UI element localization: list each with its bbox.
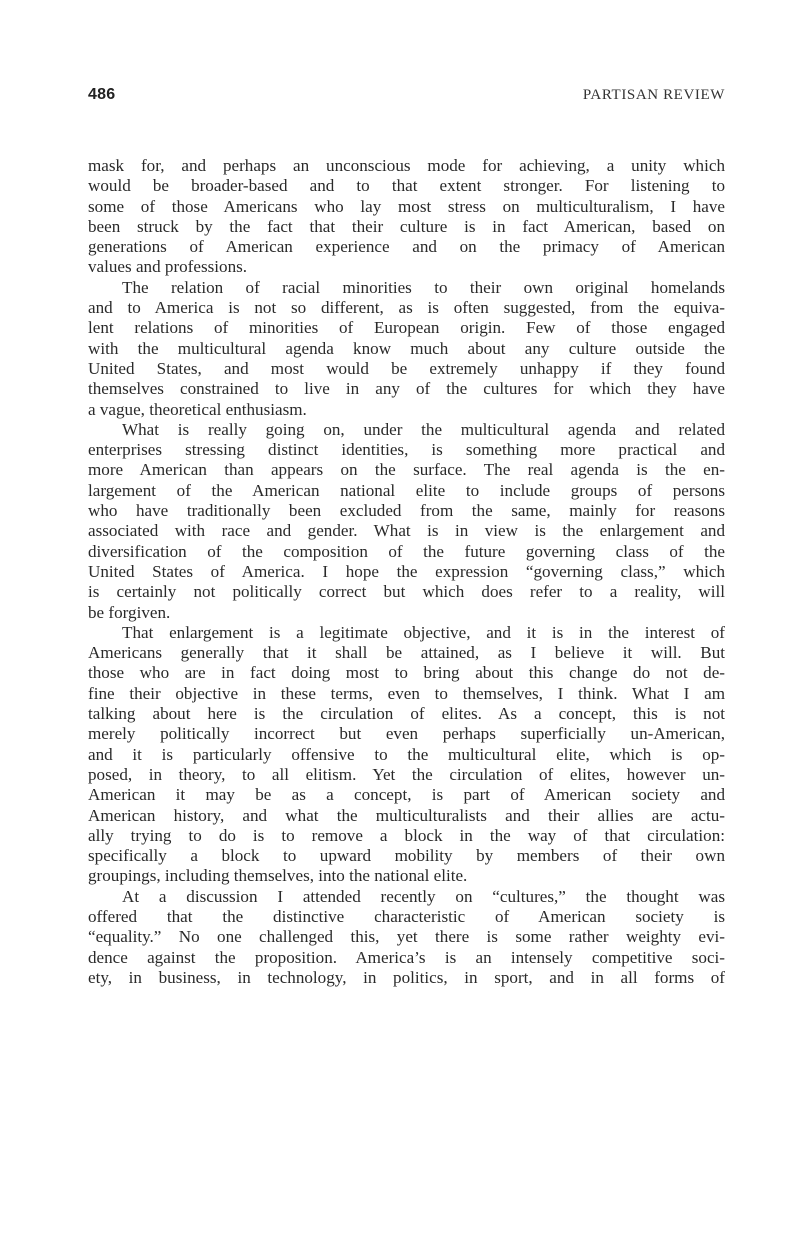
paragraph bbox=[88, 887, 725, 988]
text-line: ally trying to do is to remove a block in the way of that circulation: bbox=[88, 825, 725, 845]
article-body bbox=[88, 156, 725, 988]
text-line: associated with race and gender. What is in view is the enlargement and bbox=[88, 521, 725, 541]
text-line: and to America is not so different, as is often suggested, from the equiva- bbox=[88, 298, 725, 318]
text-line: dence against the proposition. America’s is an intensely competitive soci- bbox=[88, 947, 725, 967]
text-line: offered that the distinctive characteristic of American society is bbox=[88, 906, 725, 926]
text-line: merely politically incorrect but even perhaps superficially un-American, bbox=[88, 724, 725, 744]
paragraph bbox=[88, 420, 725, 623]
text-line: “equality.” No one challenged this, yet there is some rather weighty evi- bbox=[88, 927, 725, 947]
text-line: diversification of the composition of the future governing class of the bbox=[88, 541, 725, 561]
text-line: American history, and what the multiculturalists and their allies are actu- bbox=[88, 805, 725, 825]
text-line: The relation of racial minorities to their own original homelands bbox=[122, 277, 725, 297]
text-line: That enlargement is a legitimate objective, and it is in the interest of bbox=[122, 622, 725, 642]
text-line: who have traditionally been excluded from the same, mainly for reasons bbox=[88, 501, 725, 521]
text-line: What is really going on, under the multicultural agenda and related bbox=[122, 419, 725, 439]
running-head: PARTISAN REVIEW bbox=[582, 87, 725, 103]
text-line: ety, in business, in technology, in politics, in sport, and in all forms of bbox=[88, 967, 725, 987]
text-line: Americans generally that it shall be attained, as I believe it will. But bbox=[88, 643, 725, 663]
text-line: some of those Americans who lay most stress on multiculturalism, I have bbox=[88, 196, 725, 216]
text-line: United States of America. I hope the expression “governing class,” which bbox=[88, 561, 725, 581]
text-line: generations of American experience and on the primacy of American bbox=[88, 237, 725, 257]
text-line: values and professions. bbox=[88, 257, 248, 277]
text-line: those who are in fact doing most to bring about this change do not de- bbox=[88, 663, 725, 683]
text-line: been struck by the fact that their culture is in fact American, based on bbox=[88, 216, 725, 236]
text-line: with the multicultural agenda know much about any culture outside the bbox=[88, 338, 725, 358]
text-line: fine their objective in these terms, even to themselves, I think. What I am bbox=[88, 683, 725, 703]
text-line: would be broader-based and to that extent stronger. For listening to bbox=[88, 176, 725, 196]
paragraph bbox=[88, 278, 725, 420]
page-number: 486 bbox=[88, 86, 116, 103]
text-line: enterprises stressing distinct identities, is something more practical and bbox=[88, 440, 725, 460]
text-line: At a discussion I attended recently on “cultures,” the thought was bbox=[122, 886, 725, 906]
text-line: be forgiven. bbox=[88, 602, 171, 622]
text-line: American it may be as a concept, is part of American society and bbox=[88, 785, 725, 805]
text-line: largement of the American national elite to include groups of persons bbox=[88, 480, 725, 500]
text-line: groupings, including themselves, into the national elite. bbox=[88, 866, 468, 886]
text-line: specifically a block to upward mobility by members of their own bbox=[88, 846, 725, 866]
text-line: and it is particularly offensive to the multicultural elite, which is op- bbox=[88, 744, 725, 764]
text-line: more American than appears on the surface. The real agenda is the en- bbox=[88, 460, 725, 480]
text-line: is certainly not politically correct but which does refer to a reality, will bbox=[88, 582, 725, 602]
text-line: themselves constrained to live in any of the cultures for which they have bbox=[88, 379, 725, 399]
paragraph bbox=[88, 156, 725, 278]
text-line: mask for, and perhaps an unconscious mode for achieving, a unity which bbox=[88, 156, 725, 175]
page-header bbox=[88, 86, 725, 108]
text-line: talking about here is the circulation of elites. As a concept, this is not bbox=[88, 704, 725, 724]
text-line: lent relations of minorities of European origin. Few of those engaged bbox=[88, 318, 725, 338]
text-line: a vague, theoretical enthusiasm. bbox=[88, 399, 307, 419]
paragraph bbox=[88, 623, 725, 887]
text-line: posed, in theory, to all elitism. Yet the circulation of elites, however un- bbox=[88, 764, 725, 784]
text-line: United States, and most would be extremely unhappy if they found bbox=[88, 358, 725, 378]
